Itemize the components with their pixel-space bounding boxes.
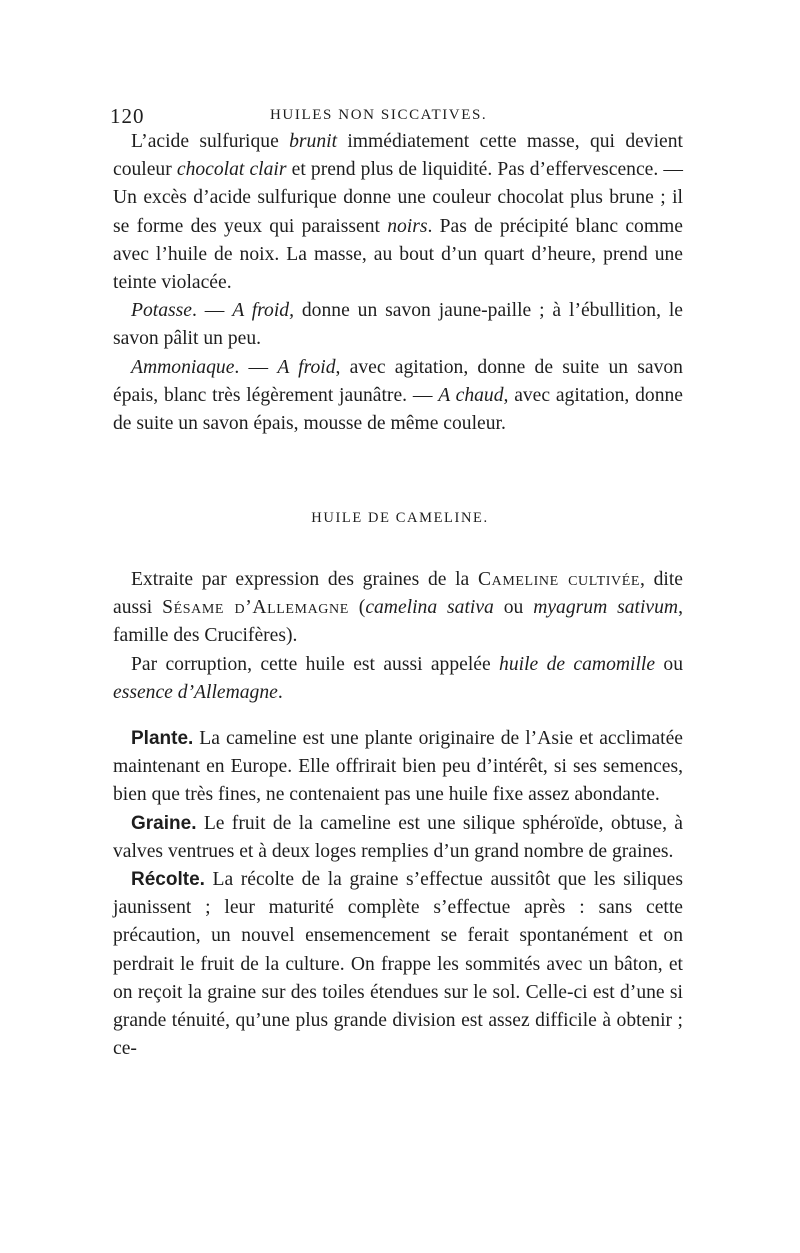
text-run: , dite aussi	[113, 569, 683, 619]
text-run: avec agitation, donne de suite un savon épais, mousse de même couleur.	[113, 384, 683, 435]
italic-term: A froid	[277, 356, 336, 378]
text-run: . Pas de précipité blanc comme avec l’huile de noix. La masse, au bout d’un quart d’heure, prend une teinte violacée.	[113, 215, 683, 294]
text-run: donne un savon jaune-paille ; à l’ébullition, le savon pâlit un peu.	[113, 300, 683, 350]
run-in-heading: Graine.	[131, 812, 197, 834]
cameline-intro-block	[113, 566, 683, 707]
text-run: L’acide sulfurique	[131, 131, 290, 152]
run-in-heading: Récolte.	[131, 869, 205, 891]
running-title: HUILES NON SICCATIVES.	[270, 107, 488, 123]
text-run: La récolte de la graine s’effectue aussitôt que les siliques jaunissent ; leur maturité complète s’effectue après : sans cette précaution, un nouvel ensemencement se ferait spontanément et on perdrait le fruit de la culture. On frappe les sommités avec un bâton, et on reçoit la graine sur des toiles étendues sur le sol. Celle-ci est d’une si grande ténuité, qu’une plus grande division est assez difficile à obtenir ; ce-	[113, 869, 683, 1060]
run-in-heading: Plante.	[131, 728, 194, 749]
page-number: 120	[110, 104, 145, 128]
reagent-name: Potasse	[131, 300, 192, 322]
section-title: HUILE DE CAMELINE.	[311, 510, 489, 526]
italic-term: noirs	[387, 215, 428, 237]
text-run: . —	[191, 300, 233, 322]
paragraph-plante	[113, 725, 683, 810]
small-caps-term: Sésame d’Allemagne	[162, 597, 349, 619]
latin-name: myagrum sativum	[533, 597, 679, 619]
text-run: (	[348, 597, 366, 619]
italic-term: A froid,	[232, 300, 294, 322]
text-run: ou	[493, 597, 534, 619]
text-run: Par corruption, cette huile est aussi appelée	[131, 653, 500, 675]
text-run: . —	[234, 356, 278, 378]
reagent-name: Ammoniaque	[131, 356, 235, 378]
italic-term: essence d’Allemagne	[113, 681, 278, 703]
text-run: Extraite par expression des graines de la	[131, 569, 478, 590]
italic-term: A chaud,	[438, 384, 509, 406]
paragraph-ammoniaque	[113, 354, 683, 439]
text-run: La cameline est une plante originaire de l’Asie et acclimatée maintenant en Europe. Elle offrirait bien peu d’intérêt, si ses semences, bien que très fines, ne contenaient pas une huile fixe assez abondante.	[113, 728, 683, 806]
italic-term: chocolat clair	[176, 159, 287, 181]
paragraph-acide-sulfurique	[113, 128, 683, 297]
text-run: immédiatement cette masse, qui devient couleur	[113, 131, 683, 181]
italic-term: brunit	[289, 131, 338, 152]
text-run: et prend plus de liquidité. Pas d’effervescence. — Un excès d’acide sulfurique donne une couleur chocolat plus brune ; il se forme des yeux qui paraissent	[113, 159, 683, 237]
acid-reactions-block	[113, 128, 683, 438]
paragraph-corruption	[113, 651, 683, 707]
text-run: ou	[655, 653, 683, 675]
paragraph-graine	[113, 810, 683, 866]
latin-name: camelina sativa	[365, 597, 494, 619]
paragraph-extraite	[113, 566, 683, 651]
text-run: , avec agitation, donne de suite un savon épais, blanc très légèrement jaunâtre. —	[113, 356, 683, 406]
text-run: Le fruit de la cameline est une silique sphéroïde, obtuse, à valves ventrues et à deux loges remplies d’un grand nombre de graines.	[113, 812, 683, 862]
paragraph-potasse	[113, 297, 683, 353]
text-run: , famille des Crucifères).	[113, 597, 683, 647]
small-caps-term: Cameline cultivée	[477, 569, 641, 590]
paragraph-recolte	[113, 866, 683, 1063]
italic-term: huile de camomille	[499, 653, 656, 675]
cameline-description-block	[113, 725, 683, 1063]
text-run: .	[277, 681, 283, 703]
